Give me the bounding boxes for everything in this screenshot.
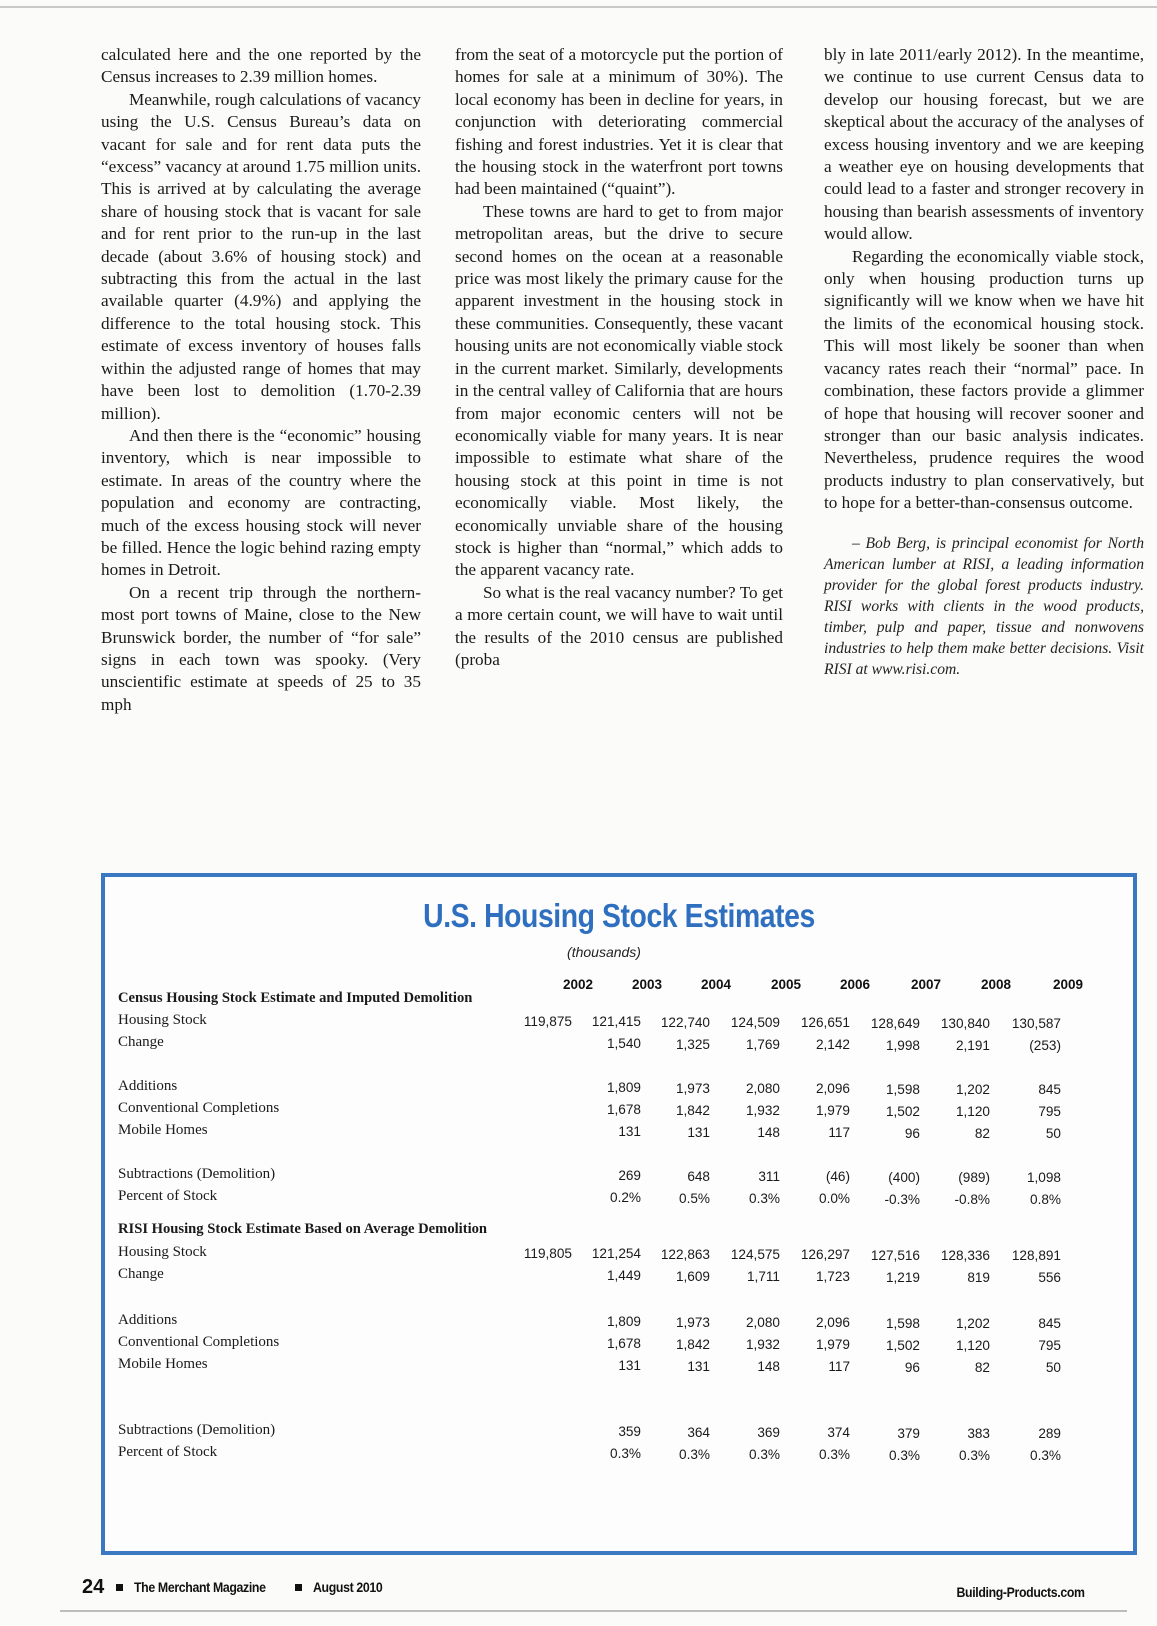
square-bullet-icon: [116, 1584, 123, 1591]
table-cell: 359: [618, 1424, 641, 1440]
website-link[interactable]: Building-Products.com: [956, 1584, 1085, 1600]
table-cell: 1,769: [745, 1037, 780, 1053]
row-label: Change: [118, 1034, 164, 1050]
table-cell: 130,840: [940, 1016, 990, 1032]
table-cell: 1,202: [955, 1082, 990, 1098]
table-cell: 1,998: [885, 1037, 920, 1053]
year-header: 2006: [839, 977, 870, 992]
table-cell: 1,973: [675, 1080, 710, 1096]
bottom-page-rule: [60, 1610, 1127, 1612]
table-cell: 845: [1038, 1082, 1061, 1098]
paragraph: from the seat of a motorcycle put the portion of homes for sale at a minimum of 30%). The local economy has been in decline for years, in conjunction with deteriorating commercial fishing and forest industries. Yet it is clear that the housing stock in the waterfront port towns had been maintained (“quaint”).: [455, 45, 783, 199]
table-cell: 2,096: [815, 1315, 850, 1331]
table-cell: 128,649: [870, 1015, 920, 1031]
row-label: Conventional Completions: [118, 1100, 280, 1116]
table-cell: 131: [618, 1124, 641, 1140]
table-cell: 122,740: [660, 1014, 710, 1030]
table-cell: 0.3%: [889, 1447, 920, 1463]
table-cell: 0.3%: [819, 1447, 850, 1463]
table-row-subtractions-demolition: [105, 1166, 1133, 1188]
table-cell: 119,805: [523, 1246, 572, 1261]
table-cell: 1,609: [675, 1268, 710, 1284]
table-cell: 795: [1038, 1104, 1061, 1120]
table-cell: 1,202: [955, 1316, 990, 1332]
paragraph: These towns are hard to get to from major metropolitan areas, but the drive to secure second homes on the ocean at a reasonable price was most likely the primary cause for the apparent investment in the housing stock in these communities. Consequently, these vacant housing units are not economically viable stock in the current market. Similarly, developments in the central valley of California that are hours from major economic centers will not be economically viable for many years. It is near impossible to estimate what share of the housing stock at this point in time is not economically viable. Most likely, the economically unviable share of the housing stock is higher than “normal,” which adds to the apparent vacancy rate.: [455, 201, 783, 580]
table-cell: 1,678: [606, 1336, 641, 1352]
table-cell: 82: [974, 1360, 990, 1376]
year-header: 2004: [700, 977, 731, 992]
paragraph: bly in late 2011/early 2012). In the meantime, we continue to use current Census data to develop our housing forecast, but we are skeptical about the accuracy of the analyses of excess housing inventory and we are keeping a weather eye on housing developments that could lead to a faster and stronger recovery in housing than bearish assessments of inventory would allow.: [824, 45, 1144, 244]
table-cell: 126,297: [800, 1247, 850, 1263]
table-subtitle: (thousands): [567, 944, 641, 960]
table-cell: 122,863: [660, 1246, 710, 1262]
table-cell: 1,098: [1026, 1170, 1061, 1186]
paragraph: calculated here and the one reported by the Census increases to 2.39 million homes.: [101, 45, 421, 87]
page-footer: [0, 1576, 1157, 1606]
row-label: Mobile Homes: [118, 1122, 208, 1138]
table-cell: 50: [1045, 1126, 1061, 1142]
article-column-1: [101, 44, 421, 716]
table-cell: 148: [757, 1359, 780, 1375]
section-heading: RISI Housing Stock Estimate Based on Average Demolition: [118, 1221, 488, 1237]
table-cell: 1,711: [746, 1269, 780, 1285]
table-cell: 2,080: [745, 1081, 780, 1097]
table-cell: 131: [687, 1358, 710, 1374]
table-cell: 1,325: [675, 1036, 710, 1052]
year-header: 2002: [562, 977, 593, 992]
table-cell: 127,516: [870, 1247, 920, 1263]
table-cell: 0.5%: [679, 1190, 710, 1206]
table-row-mobile-homes: [105, 1122, 1133, 1144]
table-cell: 1,598: [885, 1081, 920, 1097]
table-cell: 0.8%: [1030, 1192, 1061, 1208]
table-row-percent-of-stock: [105, 1444, 1133, 1466]
row-label: Subtractions (Demolition): [118, 1166, 276, 1182]
table-cell: 121,415: [591, 1014, 641, 1030]
table-cell: 121,254: [591, 1246, 641, 1262]
housing-stock-table: [101, 873, 1137, 1555]
row-label: Additions: [118, 1312, 178, 1328]
top-page-rule: [0, 6, 1157, 8]
table-cell: 96: [904, 1125, 920, 1141]
table-cell: 648: [687, 1168, 710, 1184]
table-cell: 383: [967, 1426, 990, 1442]
table-cell: (400): [888, 1169, 920, 1185]
table-cell: 1,449: [606, 1268, 641, 1284]
row-label: Percent of Stock: [118, 1188, 218, 1204]
paragraph: And then there is the “economic” housing inventory, which is near impossible to estimate. In areas of the country where the population and economy are contracting, much of the excess housing stock will never be filled. Hence the logic behind razing empty homes in Detroit.: [101, 425, 421, 580]
row-label: Subtractions (Demolition): [118, 1422, 276, 1438]
table-cell: 369: [757, 1425, 780, 1441]
table-cell: 311: [758, 1169, 780, 1185]
table-title: U.S. Housing Stock Estimates: [423, 897, 815, 934]
table-cell: 0.3%: [749, 1191, 780, 1207]
table-cell: 556: [1038, 1270, 1061, 1286]
table-cell: 50: [1045, 1360, 1061, 1376]
table-row-percent-of-stock: [105, 1188, 1133, 1210]
table-cell: 1,932: [745, 1337, 780, 1353]
table-cell: 1,678: [606, 1102, 641, 1118]
table-row-housing-stock: [105, 1244, 1133, 1266]
year-header: 2005: [770, 977, 801, 992]
table-cell: 2,080: [745, 1315, 780, 1331]
table-cell: 1,540: [606, 1036, 641, 1052]
table-cell: 269: [618, 1168, 641, 1184]
paragraph: So what is the real vacancy number? To get a more certain count, we will have to wait until the results of the 2010 census are published (proba: [455, 582, 783, 669]
table-cell: 289: [1038, 1426, 1061, 1442]
table-cell: 379: [897, 1425, 920, 1441]
square-bullet-icon: [295, 1584, 302, 1591]
table-cell: 1,723: [815, 1269, 850, 1285]
row-label: Housing Stock: [118, 1244, 207, 1260]
year-header: 2003: [631, 977, 662, 992]
table-cell: 117: [828, 1359, 850, 1375]
year-header: 2009: [1052, 977, 1083, 992]
table-cell: 1,598: [885, 1315, 920, 1331]
table-cell: 1,932: [745, 1103, 780, 1119]
table-cell: (46): [825, 1169, 850, 1185]
table-cell: 0.0%: [819, 1191, 850, 1207]
table-row-conventional-completions: [105, 1334, 1133, 1356]
table-cell: 124,509: [730, 1015, 780, 1031]
publication-name: The Merchant Magazine: [134, 1579, 266, 1595]
table-cell: 1,809: [606, 1080, 641, 1096]
table-cell: 0.3%: [1030, 1448, 1061, 1464]
table-cell: 148: [757, 1125, 780, 1141]
table-row-additions: [105, 1078, 1133, 1100]
table-cell: 128,891: [1011, 1248, 1061, 1264]
year-header: 2007: [910, 977, 941, 992]
author-byline: – Bob Berg, is principal economist for North American lumber at RISI, a leading information provider for the global forest products industry. RISI works with clients in the wood products, timber, pulp and paper, tissue and nonwovens industries to help them make better decisions. Visit RISI at www.risi.com.: [824, 534, 1144, 678]
table-cell: 130,587: [1011, 1016, 1061, 1032]
table-cell: 845: [1038, 1316, 1061, 1332]
table-cell: -0.3%: [884, 1191, 920, 1207]
table-cell: 819: [967, 1270, 990, 1286]
table-cell: 1,842: [675, 1336, 710, 1352]
table-cell: 1,219: [885, 1269, 920, 1285]
article-column-3: [824, 44, 1144, 680]
table-cell: 0.3%: [610, 1446, 641, 1462]
table-cell: 1,502: [885, 1337, 920, 1353]
paragraph: Meanwhile, rough calculations of vacancy using the U.S. Census Bureau’s data on vacant for sale and for rent data puts the “excess” vacancy at around 1.75 million units. This is arrived at by calculating the average share of housing stock that is vacant for sale and for rent prior to the run-up in the last decade (about 3.6% of housing stock) and subtracting this from the actual in the last available quarter (4.9%) and applying the difference to the total housing stock. This estimate of excess inventory of houses falls within the adjusted range of homes that may have been lost to demolition (1.70-2.39 million).: [101, 89, 421, 423]
table-cell: 374: [827, 1425, 850, 1441]
table-cell: 1,842: [675, 1102, 710, 1118]
row-label: Conventional Completions: [118, 1334, 280, 1350]
table-cell: -0.8%: [954, 1192, 990, 1208]
table-cell: 1,809: [606, 1314, 641, 1330]
row-label: Additions: [118, 1078, 178, 1094]
table-cell: 795: [1038, 1338, 1061, 1354]
table-row-mobile-homes: [105, 1356, 1133, 1378]
section-heading: Census Housing Stock Estimate and Imputed Demolition: [118, 990, 473, 1006]
table-row-additions: [105, 1312, 1133, 1334]
table-cell: 131: [618, 1358, 641, 1374]
table-cell: 1,120: [955, 1338, 990, 1354]
paragraph: On a recent trip through the northern-most port towns of Maine, close to the New Brunswick border, the number of “for sale” signs in each town was spooky. (Very unscientific estimate at speeds of 25 to 35 mph: [101, 582, 421, 714]
table-cell: (989): [958, 1170, 990, 1186]
table-cell: 124,575: [730, 1247, 780, 1263]
table-cell: 119,875: [523, 1014, 572, 1029]
paragraph: Regarding the economically viable stock, only when housing production turns up significantly will we know when we have hit the limits of the economical housing stock. This will most likely be sooner than when vacancy rates reach their “normal” pace. In combination, these factors provide a glimmer of hope that housing will recover sooner and stronger than our basic analysis indicates. Nevertheless, prudence requires the wood products industry to plan conservatively, but to hope for a better-than-consensus outcome.: [824, 246, 1144, 513]
table-cell: 2,142: [815, 1037, 850, 1053]
table-row-change: [105, 1034, 1133, 1056]
table-cell: 1,120: [955, 1104, 990, 1120]
table-cell: 0.2%: [610, 1190, 641, 1206]
table-cell: 1,502: [885, 1103, 920, 1119]
table-cell: 2,096: [815, 1081, 850, 1097]
table-cell: 96: [904, 1359, 920, 1375]
table-cell: 82: [974, 1126, 990, 1142]
table-cell: 2,191: [955, 1038, 990, 1054]
table-row-subtractions-demolition: [105, 1422, 1133, 1444]
table-cell: 117: [828, 1125, 850, 1141]
table-cell: 0.3%: [679, 1446, 710, 1462]
row-label: Housing Stock: [118, 1012, 207, 1028]
section-heading-row: [105, 990, 1133, 1012]
table-cell: 126,651: [800, 1015, 850, 1031]
table-cell: 1,979: [815, 1103, 850, 1119]
table-cell: 131: [687, 1124, 710, 1140]
article-column-2: [455, 44, 783, 671]
section-heading-row: [105, 1221, 1133, 1243]
table-row-conventional-completions: [105, 1100, 1133, 1122]
page-number: 24: [82, 1576, 105, 1598]
row-label: Percent of Stock: [118, 1444, 218, 1460]
table-cell: (253): [1029, 1038, 1061, 1054]
table-row-change: [105, 1266, 1133, 1288]
table-cell: 0.3%: [959, 1448, 990, 1464]
issue-date: August 2010: [313, 1579, 383, 1595]
row-label: Mobile Homes: [118, 1356, 208, 1372]
table-cell: 1,973: [675, 1314, 710, 1330]
table-cell: 364: [687, 1424, 710, 1440]
year-header: 2008: [980, 977, 1011, 992]
table-cell: 1,979: [815, 1337, 850, 1353]
table-cell: 0.3%: [749, 1447, 780, 1463]
row-label: Change: [118, 1266, 164, 1282]
table-row-housing-stock: [105, 1012, 1133, 1034]
table-cell: 128,336: [940, 1248, 990, 1264]
